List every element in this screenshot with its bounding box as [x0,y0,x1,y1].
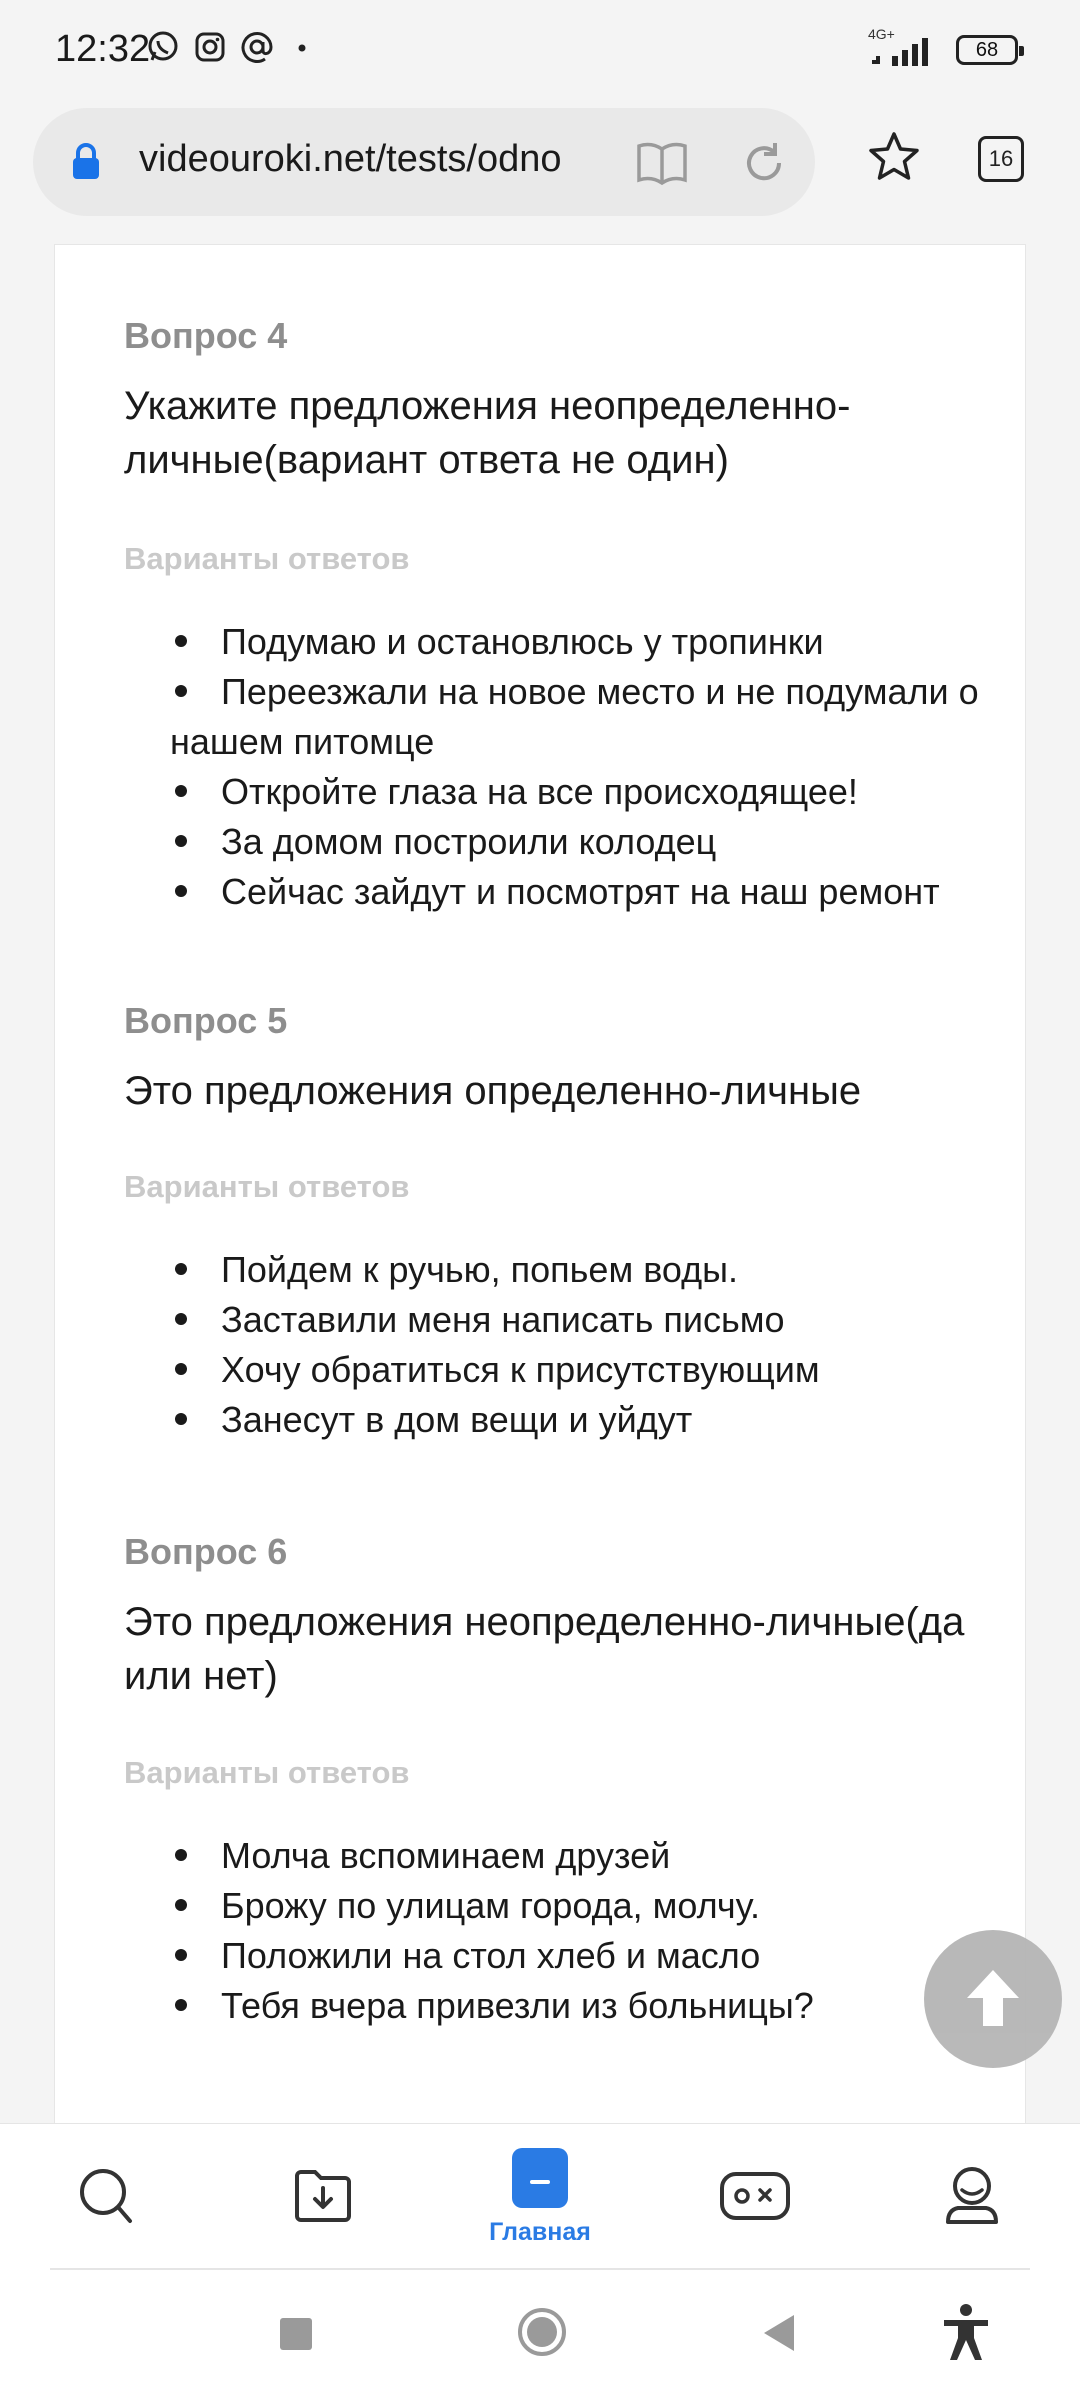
answer-item: Хочу обратиться к присутствующим [170,1345,996,1395]
question-5 [124,1000,1004,1118]
lock-icon [69,142,103,182]
question-text: Укажите предложения неопределенно-личные(вариант ответа не один) [124,384,851,482]
url-text[interactable]: videouroki.net/tests/odno [139,138,562,180]
question-4 [124,315,1004,487]
bottom-navigation [0,2123,1080,2271]
answer-item: Занесут в дом вещи и уйдут [170,1395,996,1445]
answers-section-6 [124,1755,1004,2031]
reload-icon[interactable] [739,138,789,188]
nav-home[interactable] [465,2124,615,2271]
back-icon[interactable] [760,2312,798,2354]
answer-item: За домом построили колодец [170,817,996,867]
question-label: Вопрос 4 [124,315,288,356]
nav-profile[interactable] [897,2124,1047,2271]
network-type: 4G+ [868,26,895,42]
search-icon [77,2166,137,2226]
question-text: Это предложения определенно-личные [124,1069,862,1113]
answer-item: Тебя вчера привезли из больницы? [170,1981,996,2031]
signal-icon [868,26,940,70]
accessibility-icon[interactable] [940,2302,992,2362]
answers-label: Варианты ответов [124,1755,410,1790]
reader-mode-icon[interactable] [635,140,689,186]
question-text: Это предложения неопределенно-личные(да или нет) [124,1600,965,1698]
system-navigation-bar [0,2270,1080,2400]
recents-icon[interactable] [278,2316,314,2352]
address-bar[interactable] [33,108,815,216]
answer-item: Молча вспоминаем друзей [170,1831,996,1881]
answers-list [170,617,996,917]
answers-list [170,1245,996,1445]
test-page-content [55,245,1025,2123]
battery-icon: 68 [956,35,1018,65]
browser-toolbar [0,100,1080,245]
home-circle-icon[interactable] [516,2306,568,2358]
nav-home-label: Главная [489,2218,591,2246]
answer-item: Брожу по улицам города, молчу. [170,1881,996,1931]
status-bar [0,0,1080,100]
nav-downloads[interactable] [248,2124,398,2271]
question-label: Вопрос 5 [124,1000,288,1041]
answers-section-4 [124,541,1004,917]
answers-list [170,1831,996,2031]
answer-item: Сейчас зайдут и посмотрят на наш ремонт [170,867,996,917]
question-6 [124,1531,1004,1703]
answer-item: Откройте глаза на все происходящее! [170,767,996,817]
arrow-up-icon [963,1966,1023,2030]
answer-item: Пойдем к ручью, попьем воды. [170,1245,996,1295]
status-notification-icons [146,30,308,64]
whatsapp-icon [146,30,180,64]
answers-label: Варианты ответов [124,1169,410,1204]
answer-item: Заставили меня написать письмо [170,1295,996,1345]
downloads-icon [292,2166,354,2226]
answer-item: Подумаю и остановлюсь у тропинки [170,617,996,667]
answers-section-5 [124,1169,1004,1445]
question-label: Вопрос 6 [124,1531,288,1572]
scroll-to-top-button[interactable] [924,1930,1062,2068]
games-icon [720,2168,790,2224]
home-icon [510,2146,570,2208]
nav-search[interactable] [32,2124,182,2271]
answers-label: Варианты ответов [124,541,410,576]
at-sign-icon [240,30,274,64]
status-time: 12:32 [55,28,151,70]
instagram-icon [194,31,226,63]
dot-icon [288,30,308,64]
nav-games[interactable] [680,2124,830,2271]
profile-icon [944,2164,1000,2226]
answer-item: Переезжали на новое место и не подумали о нашем питомце [170,671,979,762]
tabs-icon[interactable]: 16 [978,136,1024,182]
bookmark-star-icon[interactable] [866,130,922,184]
answer-item: Положили на стол хлеб и масло [170,1931,996,1981]
